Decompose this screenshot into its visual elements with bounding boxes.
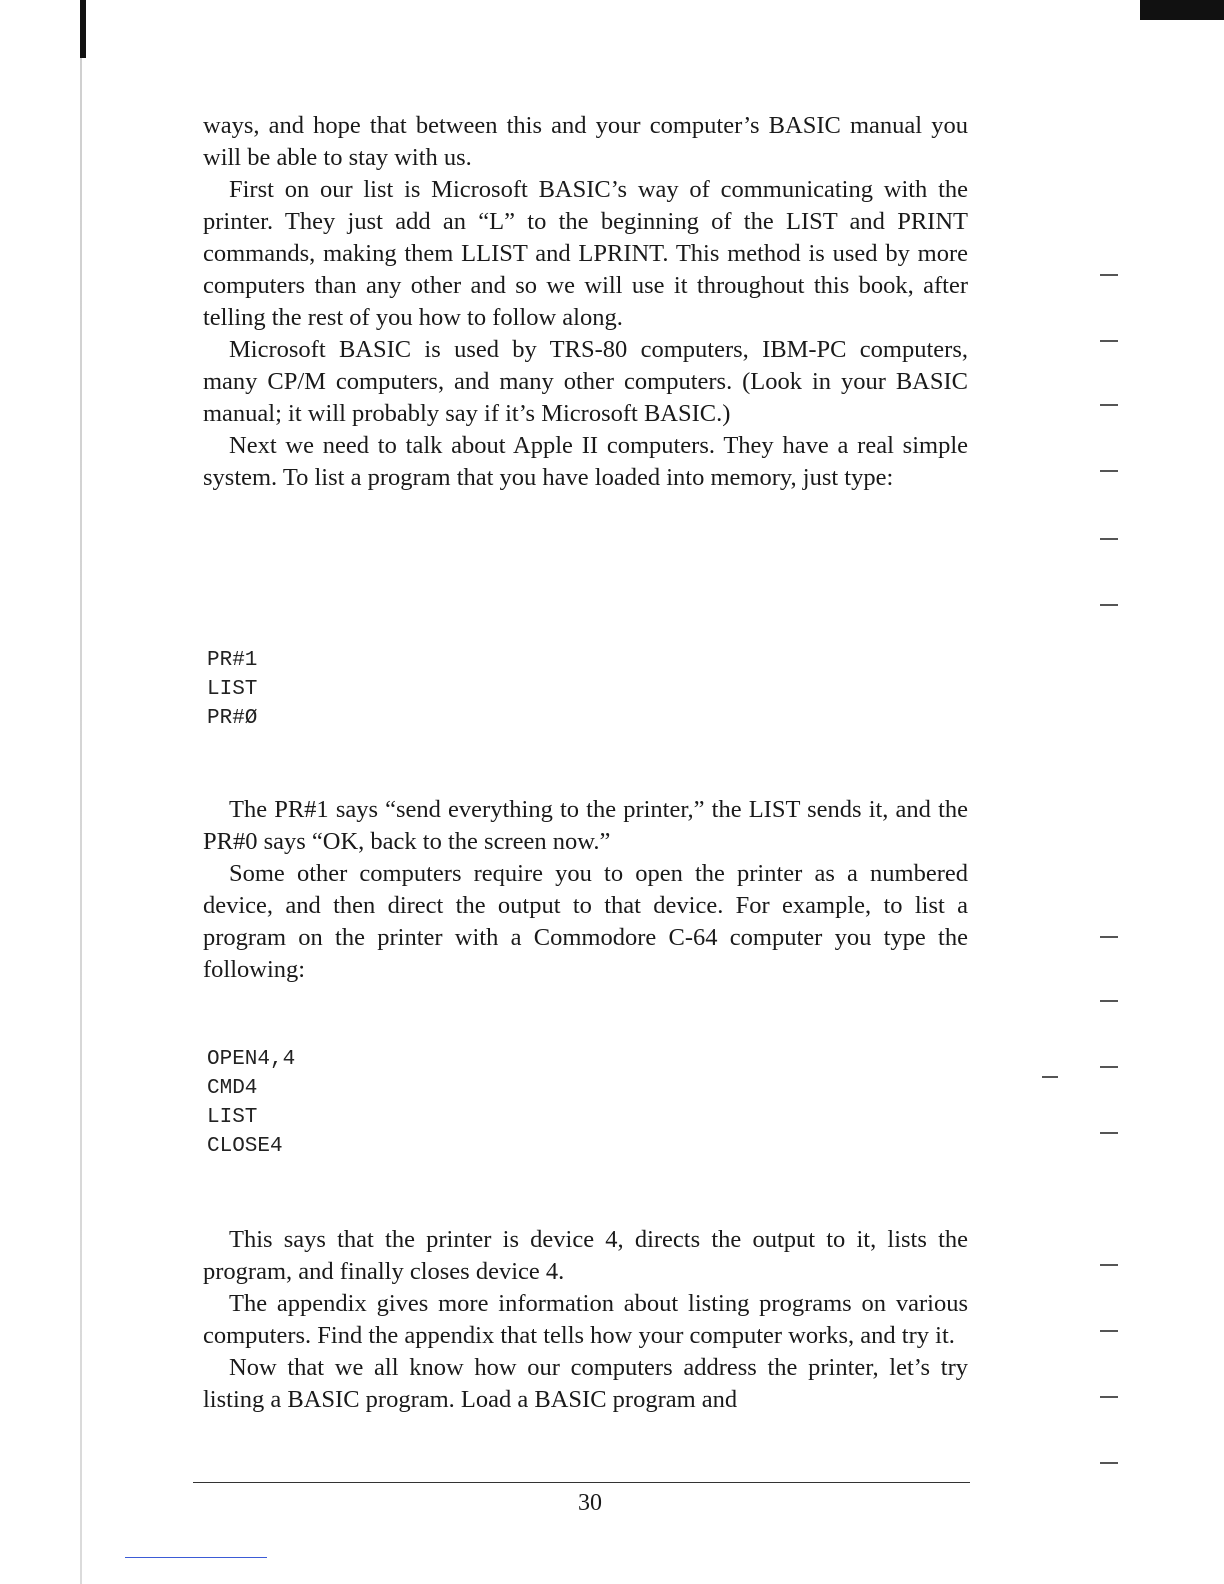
code-line: PR#1 bbox=[207, 649, 258, 672]
code-line: PR#Ø bbox=[207, 707, 258, 730]
text-block-bottom bbox=[203, 1224, 968, 1416]
paragraph: This says that the printer is device 4, directs the output to it, lists the program, and finally closes device 4. bbox=[203, 1226, 968, 1285]
scan-margin-dash bbox=[1100, 1000, 1118, 1002]
text-block-top bbox=[203, 110, 968, 494]
scan-margin-dash bbox=[1100, 936, 1118, 938]
code-line: LIST bbox=[207, 678, 258, 701]
scan-margin-dash bbox=[1100, 404, 1118, 406]
text-block-middle bbox=[203, 794, 968, 986]
scan-margin-dash bbox=[1100, 340, 1118, 342]
paragraph: Next we need to talk about Apple II computers. They have a real simple system. To list a program that you have loaded into memory, just type: bbox=[203, 432, 968, 491]
scan-top-right-mark bbox=[1140, 0, 1224, 20]
scan-bottom-line bbox=[125, 1557, 267, 1558]
scan-top-left-mark bbox=[80, 0, 86, 58]
code-line: CLOSE4 bbox=[207, 1135, 283, 1158]
scan-margin-dash bbox=[1100, 274, 1118, 276]
scan-margin-dash bbox=[1100, 1066, 1118, 1068]
scan-margin-dash bbox=[1100, 1462, 1118, 1464]
code-listing-apple bbox=[207, 646, 257, 733]
paragraph: Microsoft BASIC is used by TRS-80 computers, IBM-PC computers, many CP/M computers, and many other computers. (Look in your BASIC manual; it will probably say if it’s Microsoft BASIC.) bbox=[203, 336, 968, 427]
scan-left-edge bbox=[80, 0, 82, 1584]
scan-margin-dash bbox=[1100, 1396, 1118, 1398]
scan-margin-dash bbox=[1100, 538, 1118, 540]
paragraph: Now that we all know how our computers address the printer, let’s try listing a BASIC program. Load a BASIC program and bbox=[203, 1354, 968, 1413]
scan-margin-dash bbox=[1100, 1132, 1118, 1134]
scan-margin-dash bbox=[1042, 1076, 1058, 1078]
code-line: OPEN4,4 bbox=[207, 1048, 296, 1071]
scan-margin-dash bbox=[1100, 470, 1118, 472]
scan-margin-dash bbox=[1100, 1330, 1118, 1332]
paragraph: Some other computers require you to open the printer as a numbered device, and then direct the output to that device. For example, to list a program on the printer with a Commodore C-64 computer you type the following: bbox=[203, 860, 968, 983]
scan-margin-dash bbox=[1100, 604, 1118, 606]
paragraph: The appendix gives more information about listing programs on various computers. Find the appendix that tells how your computer works, and try it. bbox=[203, 1290, 968, 1349]
page-number: 30 bbox=[578, 1490, 602, 1516]
footer-rule bbox=[193, 1482, 970, 1483]
scan-margin-dash bbox=[1100, 1264, 1118, 1266]
paragraph: ways, and hope that between this and your computer’s BASIC manual you will be able to stay with us. bbox=[203, 112, 968, 171]
code-line: CMD4 bbox=[207, 1077, 258, 1100]
paragraph: First on our list is Microsoft BASIC’s way of communicating with the printer. They just add an “L” to the beginning of the LIST and PRINT commands, making them LLIST and LPRINT. This method is used by more computers than any other and so we will use it throughout this book, after telling the rest of you how to follow along. bbox=[203, 176, 968, 331]
code-line: LIST bbox=[207, 1106, 258, 1129]
code-listing-commodore bbox=[207, 1045, 295, 1161]
paragraph: The PR#1 says “send everything to the printer,” the LIST sends it, and the PR#0 says “OK, back to the screen now.” bbox=[203, 796, 968, 855]
